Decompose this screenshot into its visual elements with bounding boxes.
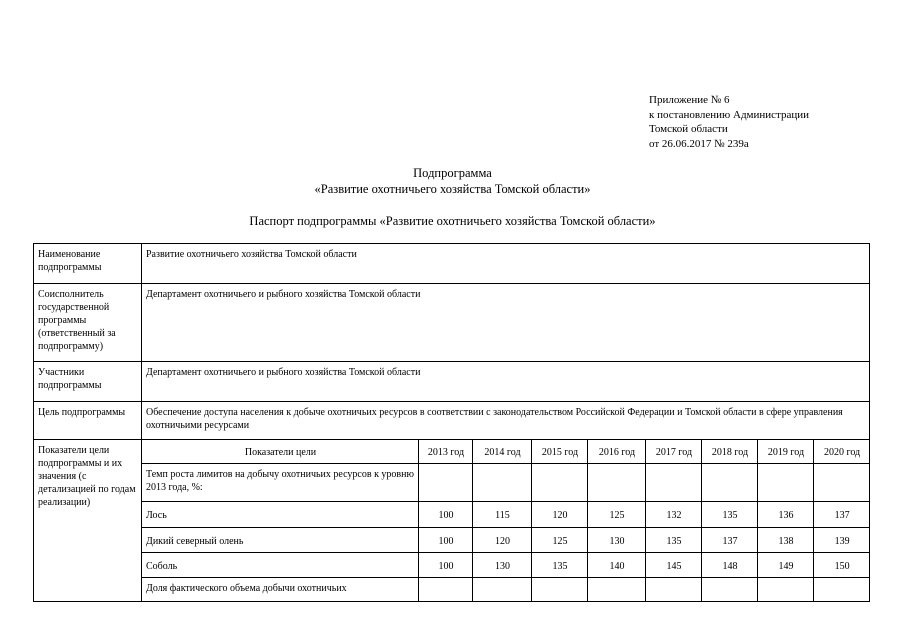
- appendix-line: Томской области: [649, 123, 728, 135]
- year-header: 2013 год: [419, 440, 473, 464]
- appendix-line: к постановлению Администрации: [649, 108, 810, 121]
- row-value: Департамент охотничьего и рыбного хозяйства Томской области: [142, 284, 870, 362]
- table-row: [34, 284, 870, 362]
- indicator-group-row: [34, 578, 870, 602]
- row-value: Развитие охотничьего хозяйства Томской области: [142, 244, 870, 284]
- indicator-value: 100: [419, 502, 473, 528]
- year-header: 2016 год: [588, 440, 646, 464]
- indicator-row: [34, 553, 870, 578]
- row-label: Участники подпрограммы: [34, 362, 142, 402]
- indicator-name: Соболь: [142, 553, 419, 578]
- passport-table: [33, 243, 870, 602]
- year-header: 2018 год: [702, 440, 758, 464]
- year-header: 2017 год: [646, 440, 702, 464]
- year-header: 2020 год: [814, 440, 870, 464]
- indicator-name: Дикий северный олень: [142, 528, 419, 553]
- indicator-row: [34, 502, 870, 528]
- indicator-value: 139: [814, 528, 870, 553]
- indicator-value: 135: [702, 502, 758, 528]
- table-row: [34, 244, 870, 284]
- passport-title: Паспорт подпрограммы «Развитие охотничьего хозяйства Томской области»: [249, 214, 656, 228]
- appendix-line: Приложение № 6: [649, 94, 730, 106]
- row-label: Цель подпрограммы: [34, 402, 142, 440]
- indicator-value: 140: [588, 553, 646, 578]
- indicator-value: 100: [419, 528, 473, 553]
- year-header: 2019 год: [758, 440, 814, 464]
- year-header: 2015 год: [532, 440, 588, 464]
- indicator-header: Показатели цели: [142, 440, 419, 464]
- row-label: Наименование подпрограммы: [34, 244, 142, 284]
- indicator-value: 137: [814, 502, 870, 528]
- subprogram-title: Подпрограмма: [413, 166, 492, 180]
- indicator-value: 137: [702, 528, 758, 553]
- indicator-value: 130: [588, 528, 646, 553]
- indicator-group: Темп роста лимитов на добычу охотничьих ресурсов к уровню 2013 года, %:: [142, 464, 419, 502]
- indicator-value: 135: [532, 553, 588, 578]
- indicator-group: Доля фактического объема добычи охотничьих: [142, 578, 419, 602]
- indicator-value: 130: [473, 553, 532, 578]
- row-label: Соисполнитель государственной программы (ответственный за подпрограмму): [34, 284, 142, 362]
- table-row: [34, 402, 870, 440]
- appendix-line: от 26.06.2017 № 239а: [649, 137, 749, 150]
- indicator-value: 100: [419, 553, 473, 578]
- indicator-value: 145: [646, 553, 702, 578]
- indicator-value: 150: [814, 553, 870, 578]
- year-header: 2014 год: [473, 440, 532, 464]
- indicator-value: 120: [532, 502, 588, 528]
- indicator-value: 136: [758, 502, 814, 528]
- table-row: [34, 362, 870, 402]
- indicator-row: [34, 528, 870, 553]
- indicator-value: 132: [646, 502, 702, 528]
- indicator-value: 149: [758, 553, 814, 578]
- indicator-value: 148: [702, 553, 758, 578]
- appendix-block: [649, 93, 809, 151]
- indicator-value: 125: [588, 502, 646, 528]
- indicator-name: Лось: [142, 502, 419, 528]
- row-value: Департамент охотничьего и рыбного хозяйства Томской области: [142, 362, 870, 402]
- indicator-value: 135: [646, 528, 702, 553]
- row-label: Показатели цели подпрограммы и их значения (с детализацией по годам реализации): [34, 440, 142, 602]
- subprogram-name: «Развитие охотничьего хозяйства Томской области»: [314, 182, 591, 196]
- indicator-group-row: [34, 464, 870, 502]
- indicator-value: 115: [473, 502, 532, 528]
- indicator-value: 138: [758, 528, 814, 553]
- indicator-value: 120: [473, 528, 532, 553]
- row-value: Обеспечение доступа населения к добыче охотничьих ресурсов в соответствии с законодательством Российской Федерации и Томской области в сфере управления охотничьими ресурсами: [142, 402, 870, 440]
- indicator-value: 125: [532, 528, 588, 553]
- indicator-header-row: [34, 440, 870, 464]
